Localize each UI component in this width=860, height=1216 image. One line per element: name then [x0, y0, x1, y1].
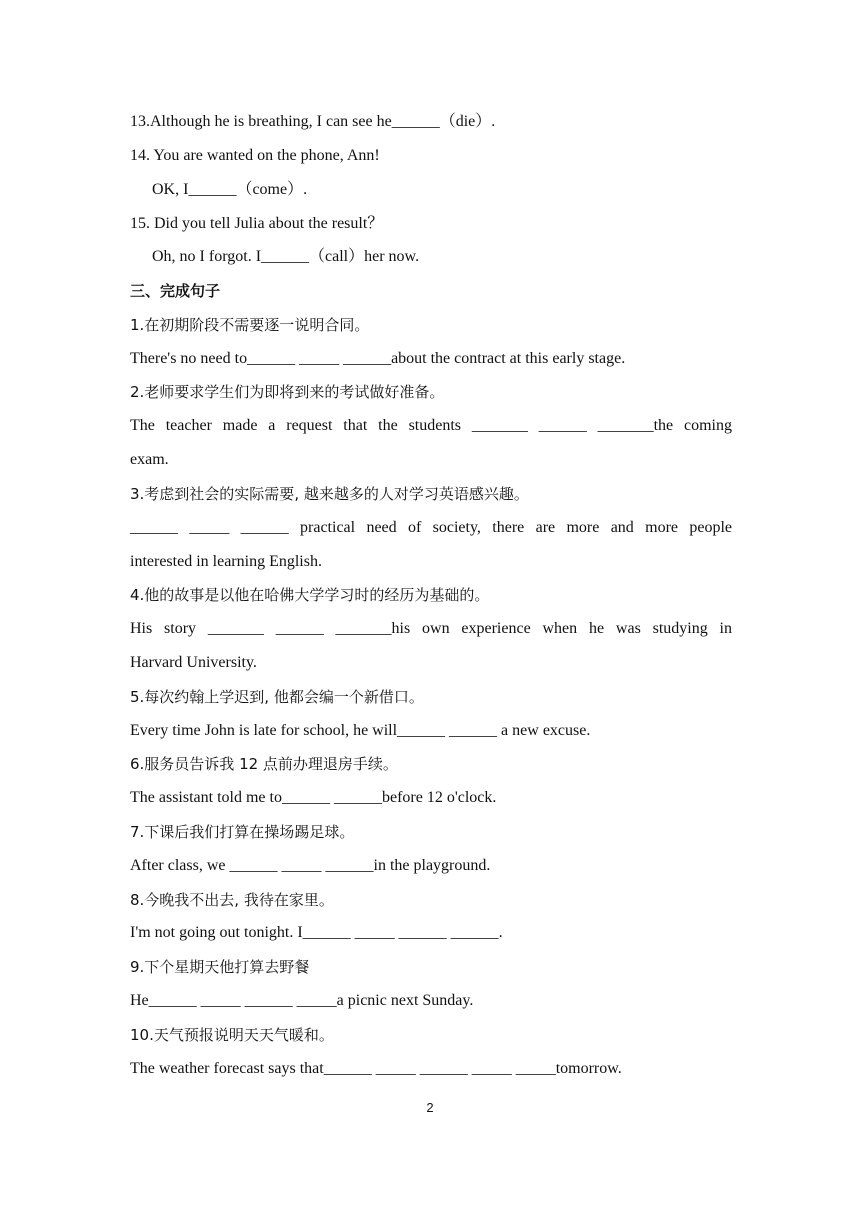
- section-heading: 三、完成句子: [130, 282, 221, 300]
- item-english-continued: exam.: [130, 451, 169, 468]
- item-english-continued: Harvard University.: [130, 654, 257, 671]
- item-english: The weather forecast says that______ _____ ______ _____ _____tomorrow.: [130, 1060, 622, 1077]
- item-chinese: 1.在初期阶段不需要逐一说明合同。: [130, 316, 370, 334]
- item-english: ______ _____ ______ practical need of society, there are more and more people: [130, 519, 732, 536]
- question-15: 15. Did you tell Julia about the result？: [130, 215, 384, 232]
- item-chinese: 8.今晚我不出去, 我待在家里。: [130, 891, 334, 909]
- item-chinese: 6.服务员告诉我 12 点前办理退房手续。: [130, 755, 398, 773]
- item-english: There's no need to______ _____ ______about the contract at this early stage.: [130, 350, 626, 367]
- item-english: I'm not going out tonight. I______ _____ ______ ______.: [130, 924, 503, 941]
- question-15-answer: Oh, no I forgot. I______（call）her now.: [152, 248, 420, 265]
- item-chinese: 5.每次约翰上学迟到, 他都会编一个新借口。: [130, 688, 424, 706]
- item-english: After class, we ______ _____ ______in the playground.: [130, 857, 491, 874]
- question-14-answer: OK, I______（come）.: [152, 181, 308, 198]
- item-english: Every time John is late for school, he will______ ______ a new excuse.: [130, 722, 591, 739]
- question-13: 13.Although he is breathing, I can see he______（die）.: [130, 113, 496, 130]
- page-number: 2: [426, 1100, 434, 1115]
- item-chinese: 4.他的故事是以他在哈佛大学学习时的经历为基础的。: [130, 586, 490, 604]
- item-english: The teacher made a request that the students _______ ______ _______the coming: [130, 417, 732, 434]
- item-chinese: 2.老师要求学生们为即将到来的考试做好准备。: [130, 383, 445, 401]
- item-english: He______ _____ ______ _____a picnic next Sunday.: [130, 992, 474, 1009]
- item-english-continued: interested in learning English.: [130, 553, 322, 570]
- item-english: The assistant told me to______ ______before 12 o'clock.: [130, 789, 497, 806]
- item-chinese: 3.考虑到社会的实际需要, 越来越多的人对学习英语感兴趣。: [130, 485, 529, 503]
- question-14: 14. You are wanted on the phone, Ann!: [130, 147, 380, 164]
- item-chinese: 9.下个星期天他打算去野餐: [130, 958, 310, 976]
- item-chinese: 10.天气预报说明天天气暖和。: [130, 1026, 334, 1044]
- item-chinese: 7.下课后我们打算在操场踢足球。: [130, 823, 355, 841]
- item-english: His story _______ ______ _______his own experience when he was studying in: [130, 620, 732, 637]
